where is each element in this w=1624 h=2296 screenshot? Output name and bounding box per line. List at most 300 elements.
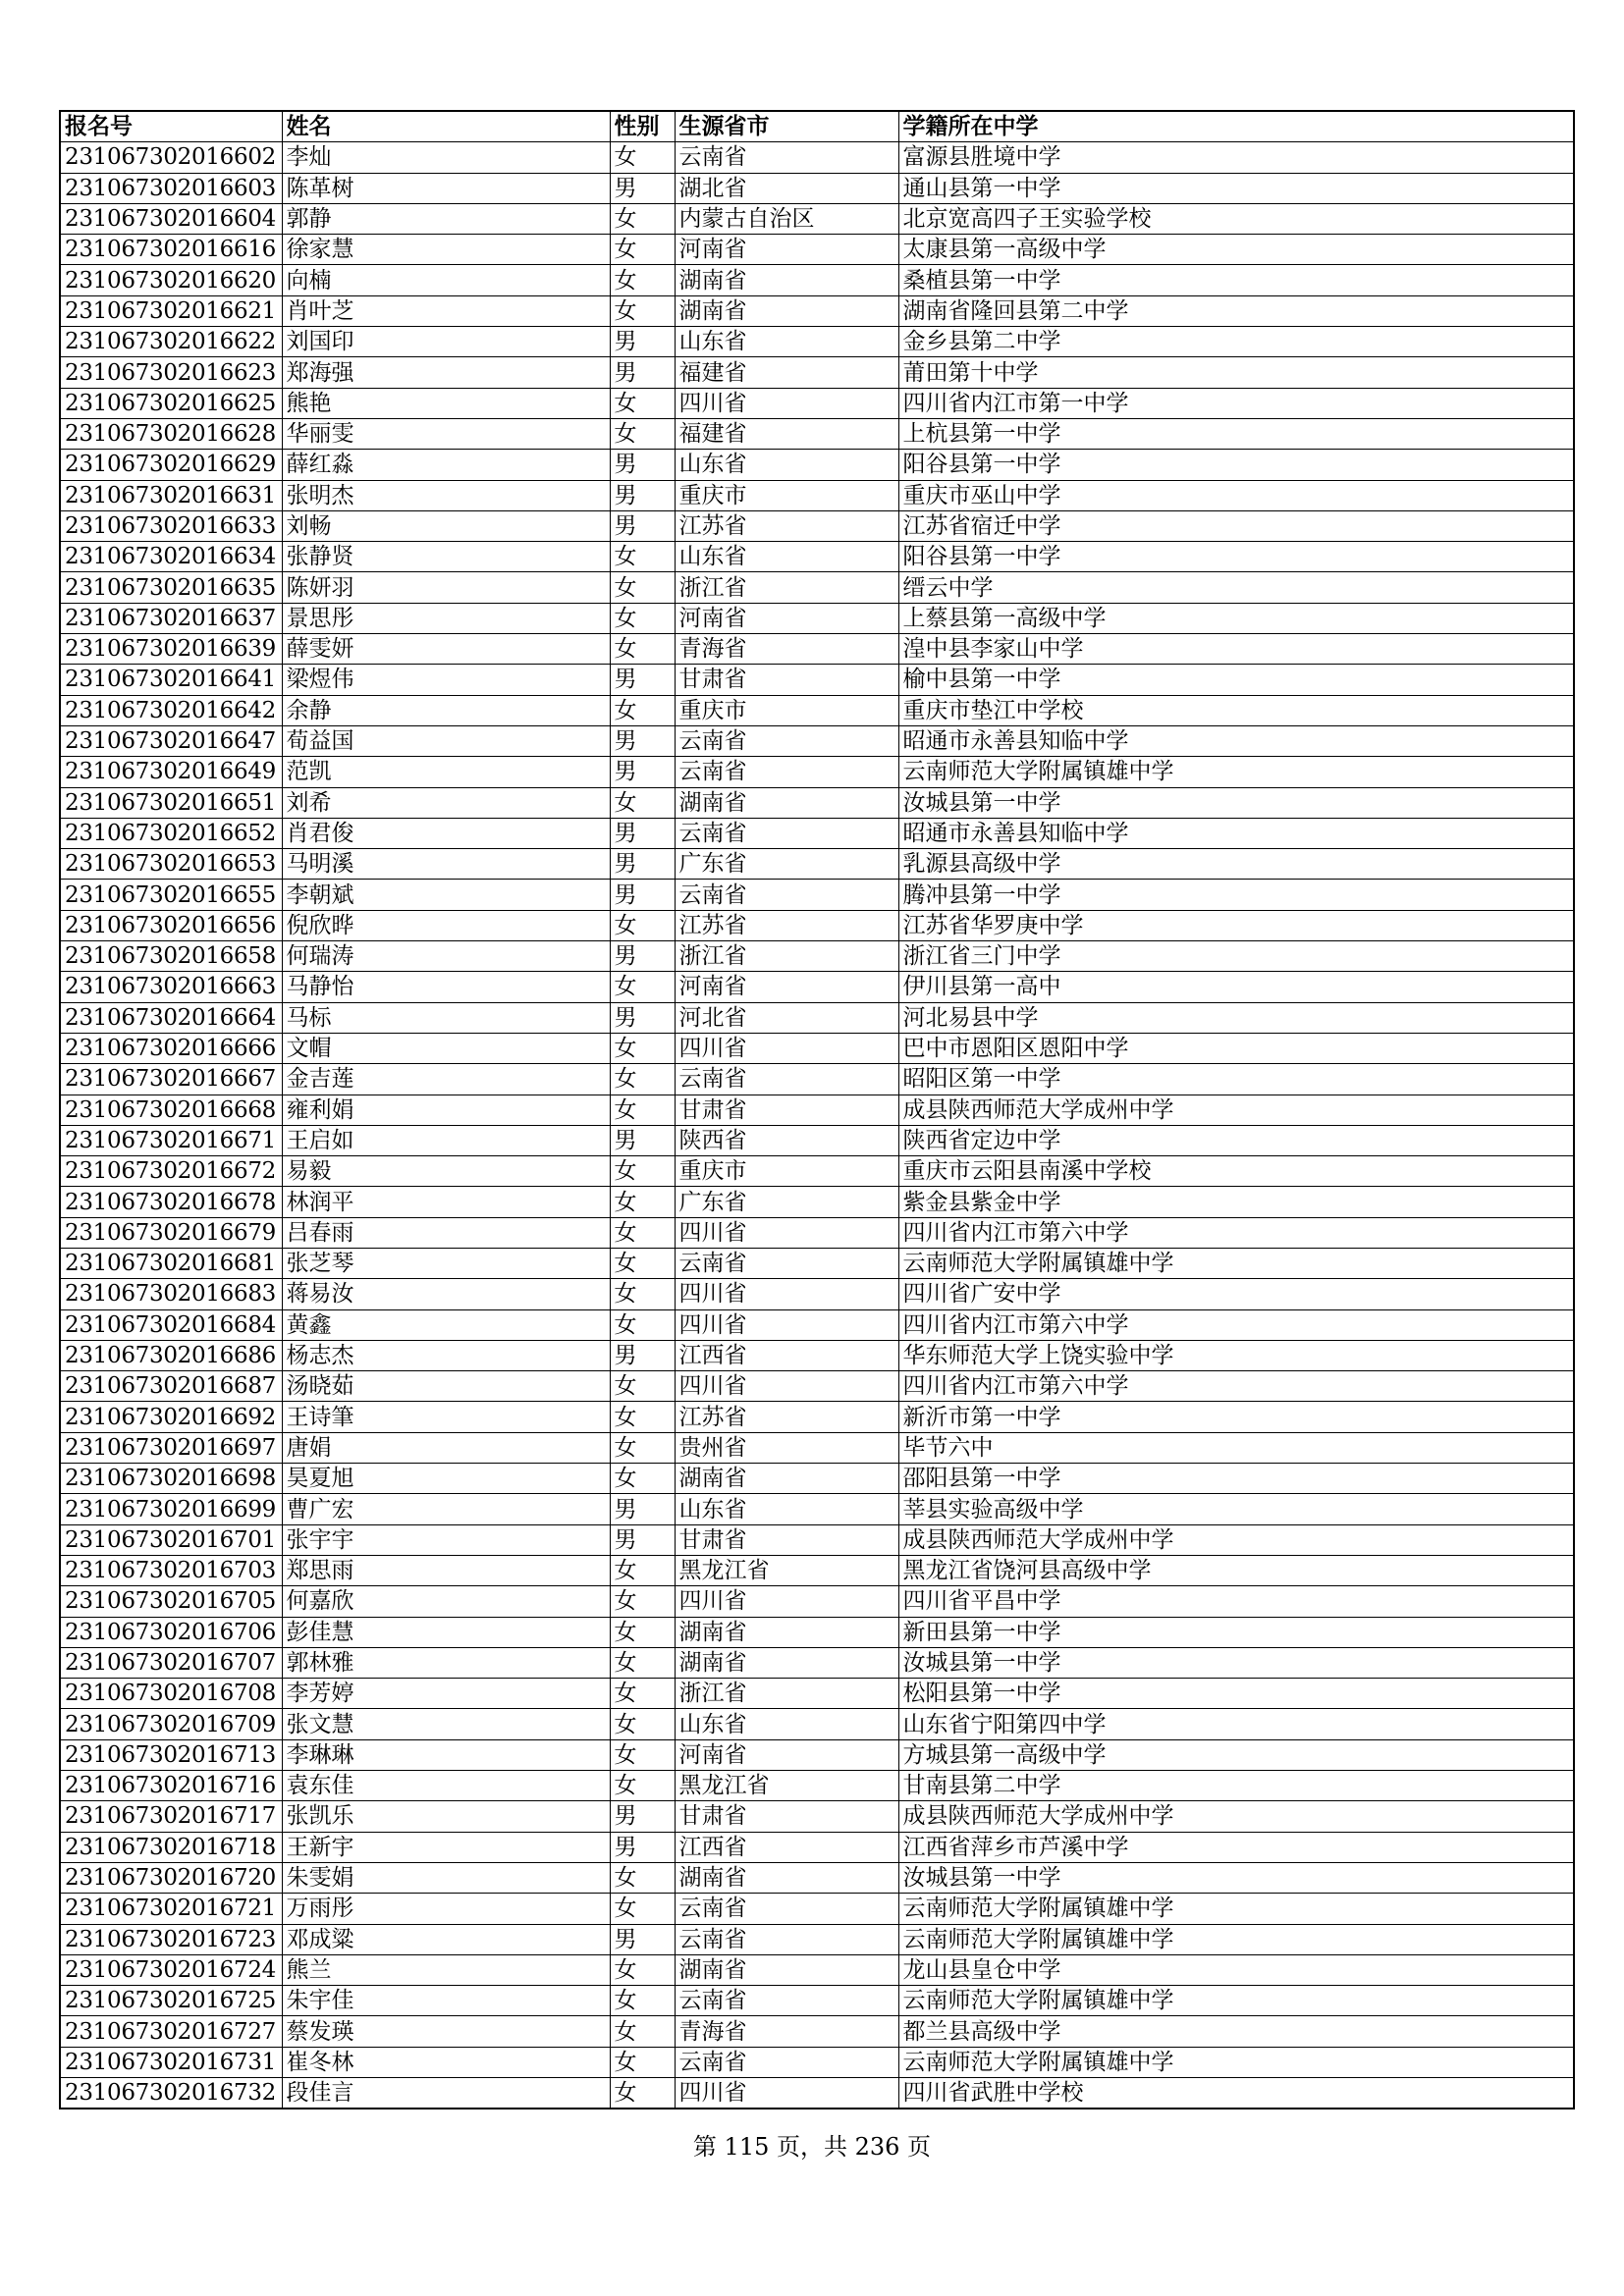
table-row (60, 665, 1574, 695)
registration-number-cell: 231067302016717 (60, 1801, 282, 1832)
table-row (60, 1371, 1574, 1402)
school-cell: 重庆市垫江中学校 (898, 695, 1574, 725)
table-row (60, 910, 1574, 940)
gender-cell: 男 (610, 1340, 675, 1370)
province-cell: 青海省 (675, 2016, 898, 2047)
province-cell: 湖南省 (675, 1862, 898, 1893)
name-cell: 华丽雯 (282, 418, 610, 449)
gender-cell: 女 (610, 1217, 675, 1248)
table-row (60, 1002, 1574, 1033)
gender-cell: 女 (610, 2047, 675, 2077)
registration-number-cell: 231067302016622 (60, 327, 282, 357)
table-row (60, 1739, 1574, 1770)
name-cell: 彭佳慧 (282, 1617, 610, 1647)
registration-number-cell: 231067302016705 (60, 1586, 282, 1617)
name-cell: 张凯乐 (282, 1801, 610, 1832)
province-cell: 重庆市 (675, 695, 898, 725)
registration-number-cell: 231067302016672 (60, 1156, 282, 1187)
gender-cell: 女 (610, 1862, 675, 1893)
table-row (60, 1894, 1574, 1924)
gender-cell: 女 (610, 542, 675, 572)
school-cell: 云南师范大学附属镇雄中学 (898, 2047, 1574, 2077)
school-cell: 云南师范大学附属镇雄中学 (898, 1924, 1574, 1954)
province-cell: 云南省 (675, 1894, 898, 1924)
gender-cell: 男 (610, 880, 675, 910)
school-cell: 缙云中学 (898, 572, 1574, 603)
registration-number-cell: 231067302016703 (60, 1555, 282, 1585)
registration-number-cell: 231067302016718 (60, 1832, 282, 1862)
gender-cell: 男 (610, 173, 675, 203)
name-cell: 邓成粱 (282, 1924, 610, 1954)
registration-number-cell: 231067302016667 (60, 1064, 282, 1095)
school-cell: 成县陕西师范大学成州中学 (898, 1524, 1574, 1555)
registration-number-cell: 231067302016652 (60, 818, 282, 848)
province-cell: 四川省 (675, 1217, 898, 1248)
province-cell: 河南省 (675, 235, 898, 265)
province-cell: 浙江省 (675, 941, 898, 972)
name-cell: 金吉莲 (282, 1064, 610, 1095)
gender-cell: 男 (610, 1832, 675, 1862)
registration-number-cell: 231067302016637 (60, 603, 282, 633)
school-cell: 重庆市巫山中学 (898, 480, 1574, 510)
registration-number-cell: 231067302016679 (60, 1217, 282, 1248)
school-cell: 阳谷县第一中学 (898, 542, 1574, 572)
school-cell: 云南师范大学附属镇雄中学 (898, 1986, 1574, 2016)
school-cell: 紫金县紫金中学 (898, 1187, 1574, 1217)
province-cell: 陕西省 (675, 1125, 898, 1155)
table-row (60, 1494, 1574, 1524)
province-cell: 四川省 (675, 1279, 898, 1309)
page-footer: 第 115 页，共 236 页 (692, 2133, 932, 2161)
province-cell: 广东省 (675, 1187, 898, 1217)
name-cell: 袁东佳 (282, 1771, 610, 1801)
table-row (60, 572, 1574, 603)
name-cell: 何瑞涛 (282, 941, 610, 972)
province-cell: 重庆市 (675, 1156, 898, 1187)
school-cell: 四川省内江市第一中学 (898, 388, 1574, 418)
gender-cell: 女 (610, 1156, 675, 1187)
school-cell: 江西省萍乡市芦溪中学 (898, 1832, 1574, 1862)
school-cell: 云南师范大学附属镇雄中学 (898, 757, 1574, 787)
table-row (60, 1464, 1574, 1494)
registration-number-cell: 231067302016602 (60, 142, 282, 173)
registration-number-cell: 231067302016683 (60, 1279, 282, 1309)
table-row (60, 818, 1574, 848)
province-cell: 云南省 (675, 1924, 898, 1954)
registration-number-cell: 231067302016697 (60, 1432, 282, 1463)
table-row (60, 880, 1574, 910)
gender-cell: 女 (610, 142, 675, 173)
gender-cell: 女 (610, 1771, 675, 1801)
table-row (60, 1617, 1574, 1647)
province-cell: 江苏省 (675, 510, 898, 541)
province-cell: 江苏省 (675, 1402, 898, 1432)
registration-number-cell: 231067302016671 (60, 1125, 282, 1155)
name-cell: 易毅 (282, 1156, 610, 1187)
name-cell: 陈革树 (282, 173, 610, 203)
table-row (60, 1340, 1574, 1370)
table-row (60, 480, 1574, 510)
registration-number-cell: 231067302016642 (60, 695, 282, 725)
name-cell: 薛红淼 (282, 450, 610, 480)
school-cell: 重庆市云阳县南溪中学校 (898, 1156, 1574, 1187)
province-cell: 河北省 (675, 1002, 898, 1033)
name-cell: 朱宇佳 (282, 1986, 610, 2016)
name-cell: 徐家慧 (282, 235, 610, 265)
name-cell: 黄鑫 (282, 1309, 610, 1340)
registration-number-cell: 231067302016701 (60, 1524, 282, 1555)
province-cell: 山东省 (675, 542, 898, 572)
table-row (60, 265, 1574, 295)
gender-cell: 男 (610, 849, 675, 880)
province-cell: 云南省 (675, 2047, 898, 2077)
name-cell: 荀益国 (282, 725, 610, 756)
school-cell: 方城县第一高级中学 (898, 1739, 1574, 1770)
school-cell: 昭阳区第一中学 (898, 1064, 1574, 1095)
name-cell: 李芳婷 (282, 1679, 610, 1709)
school-cell: 毕节六中 (898, 1432, 1574, 1463)
province-cell: 内蒙古自治区 (675, 203, 898, 234)
registration-number-cell: 231067302016727 (60, 2016, 282, 2047)
gender-cell: 女 (610, 1679, 675, 1709)
gender-cell: 男 (610, 757, 675, 787)
gender-cell: 女 (610, 787, 675, 818)
registration-number-cell: 231067302016655 (60, 880, 282, 910)
name-cell: 刘国印 (282, 327, 610, 357)
school-cell: 新田县第一中学 (898, 1617, 1574, 1647)
registration-number-cell: 231067302016709 (60, 1709, 282, 1739)
table-row (60, 1862, 1574, 1893)
registration-number-cell: 231067302016708 (60, 1679, 282, 1709)
registration-number-cell: 231067302016668 (60, 1095, 282, 1125)
table-row (60, 1217, 1574, 1248)
registration-number-cell: 231067302016621 (60, 295, 282, 326)
province-cell: 湖南省 (675, 1464, 898, 1494)
registration-number-cell: 231067302016684 (60, 1309, 282, 1340)
table-row (60, 2047, 1574, 2077)
registration-number-cell: 231067302016731 (60, 2047, 282, 2077)
school-cell: 汝城县第一中学 (898, 1862, 1574, 1893)
registration-number-cell: 231067302016603 (60, 173, 282, 203)
gender-cell: 女 (610, 1309, 675, 1340)
registration-number-cell: 231067302016651 (60, 787, 282, 818)
registration-number-cell: 231067302016713 (60, 1739, 282, 1770)
name-cell: 余静 (282, 695, 610, 725)
gender-cell: 女 (610, 1402, 675, 1432)
header-name: 姓名 (282, 111, 610, 142)
registration-number-cell: 231067302016723 (60, 1924, 282, 1954)
province-cell: 四川省 (675, 1309, 898, 1340)
province-cell: 贵州省 (675, 1432, 898, 1463)
name-cell: 张静贤 (282, 542, 610, 572)
school-cell: 昭通市永善县知临中学 (898, 725, 1574, 756)
table-row (60, 1402, 1574, 1432)
gender-cell: 男 (610, 1494, 675, 1524)
school-cell: 莆田第十中学 (898, 357, 1574, 388)
name-cell: 向楠 (282, 265, 610, 295)
registration-number-cell: 231067302016686 (60, 1340, 282, 1370)
admission-table (59, 110, 1575, 2109)
gender-cell: 女 (610, 572, 675, 603)
table-row (60, 1647, 1574, 1678)
registration-number-cell: 231067302016663 (60, 972, 282, 1002)
school-cell: 金乡县第二中学 (898, 327, 1574, 357)
school-cell: 陕西省定边中学 (898, 1125, 1574, 1155)
table-row (60, 542, 1574, 572)
name-cell: 范凯 (282, 757, 610, 787)
school-cell: 新沂市第一中学 (898, 1402, 1574, 1432)
name-cell: 张明杰 (282, 480, 610, 510)
school-cell: 汝城县第一中学 (898, 1647, 1574, 1678)
registration-number-cell: 231067302016658 (60, 941, 282, 972)
name-cell: 王启如 (282, 1125, 610, 1155)
registration-number-cell: 231067302016687 (60, 1371, 282, 1402)
gender-cell: 女 (610, 1739, 675, 1770)
province-cell: 黑龙江省 (675, 1555, 898, 1585)
registration-number-cell: 231067302016721 (60, 1894, 282, 1924)
table-row (60, 1033, 1574, 1063)
registration-number-cell: 231067302016604 (60, 203, 282, 234)
gender-cell: 女 (610, 1555, 675, 1585)
school-cell: 富源县胜境中学 (898, 142, 1574, 173)
school-cell: 乳源县高级中学 (898, 849, 1574, 880)
table-row (60, 1954, 1574, 1985)
registration-number-cell: 231067302016707 (60, 1647, 282, 1678)
table-row (60, 603, 1574, 633)
province-cell: 湖南省 (675, 787, 898, 818)
registration-number-cell: 231067302016678 (60, 1187, 282, 1217)
gender-cell: 女 (610, 1586, 675, 1617)
school-cell: 河北易县中学 (898, 1002, 1574, 1033)
registration-number-cell: 231067302016631 (60, 480, 282, 510)
table-row (60, 1709, 1574, 1739)
school-cell: 江苏省宿迁中学 (898, 510, 1574, 541)
province-cell: 湖南省 (675, 1617, 898, 1647)
gender-cell: 男 (610, 1125, 675, 1155)
province-cell: 云南省 (675, 880, 898, 910)
province-cell: 甘肃省 (675, 1524, 898, 1555)
table-row (60, 1432, 1574, 1463)
province-cell: 黑龙江省 (675, 1771, 898, 1801)
gender-cell: 女 (610, 265, 675, 295)
province-cell: 湖南省 (675, 295, 898, 326)
school-cell: 湟中县李家山中学 (898, 634, 1574, 665)
gender-cell: 男 (610, 1924, 675, 1954)
gender-cell: 男 (610, 725, 675, 756)
gender-cell: 女 (610, 235, 675, 265)
province-cell: 重庆市 (675, 480, 898, 510)
table-row (60, 1555, 1574, 1585)
table-row (60, 1309, 1574, 1340)
province-cell: 青海省 (675, 634, 898, 665)
school-cell: 桑植县第一中学 (898, 265, 1574, 295)
name-cell: 陈妍羽 (282, 572, 610, 603)
school-cell: 甘南县第二中学 (898, 1771, 1574, 1801)
school-cell: 四川省武胜中学校 (898, 2078, 1574, 2109)
gender-cell: 男 (610, 1524, 675, 1555)
table-row (60, 972, 1574, 1002)
school-cell: 莘县实验高级中学 (898, 1494, 1574, 1524)
gender-cell: 女 (610, 295, 675, 326)
gender-cell: 女 (610, 1617, 675, 1647)
registration-number-cell: 231067302016649 (60, 757, 282, 787)
name-cell: 马明溪 (282, 849, 610, 880)
gender-cell: 女 (610, 695, 675, 725)
registration-number-cell: 231067302016698 (60, 1464, 282, 1494)
gender-cell: 女 (610, 1279, 675, 1309)
gender-cell: 女 (610, 1954, 675, 1985)
table-row (60, 941, 1574, 972)
province-cell: 浙江省 (675, 1679, 898, 1709)
gender-cell: 女 (610, 2016, 675, 2047)
province-cell: 山东省 (675, 1709, 898, 1739)
name-cell: 蒋易汝 (282, 1279, 610, 1309)
name-cell: 景思彤 (282, 603, 610, 633)
table-row (60, 1187, 1574, 1217)
province-cell: 山东省 (675, 1494, 898, 1524)
name-cell: 王诗筆 (282, 1402, 610, 1432)
name-cell: 郑思雨 (282, 1555, 610, 1585)
name-cell: 文帽 (282, 1033, 610, 1063)
name-cell: 肖君俊 (282, 818, 610, 848)
registration-number-cell: 231067302016724 (60, 1954, 282, 1985)
gender-cell: 女 (610, 1986, 675, 2016)
table-row (60, 450, 1574, 480)
province-cell: 河南省 (675, 603, 898, 633)
gender-cell: 女 (610, 1095, 675, 1125)
school-cell: 阳谷县第一中学 (898, 450, 1574, 480)
province-cell: 云南省 (675, 1986, 898, 2016)
header-row (60, 111, 1574, 142)
name-cell: 马静怡 (282, 972, 610, 1002)
gender-cell: 男 (610, 510, 675, 541)
table-row (60, 388, 1574, 418)
gender-cell: 男 (610, 357, 675, 388)
table-row (60, 1125, 1574, 1155)
name-cell: 吕春雨 (282, 1217, 610, 1248)
province-cell: 甘肃省 (675, 1095, 898, 1125)
school-cell: 腾冲县第一中学 (898, 880, 1574, 910)
table-row (60, 1156, 1574, 1187)
table-row (60, 418, 1574, 449)
gender-cell: 女 (610, 1371, 675, 1402)
table-row (60, 357, 1574, 388)
header-origin-province: 生源省市 (675, 111, 898, 142)
table-row (60, 510, 1574, 541)
gender-cell: 男 (610, 480, 675, 510)
school-cell: 浙江省三门中学 (898, 941, 1574, 972)
table-row (60, 2016, 1574, 2047)
name-cell: 张宇宇 (282, 1524, 610, 1555)
gender-cell: 女 (610, 1894, 675, 1924)
province-cell: 四川省 (675, 1586, 898, 1617)
school-cell: 都兰县高级中学 (898, 2016, 1574, 2047)
header-school: 学籍所在中学 (898, 111, 1574, 142)
name-cell: 雍利娟 (282, 1095, 610, 1125)
name-cell: 朱雯娟 (282, 1862, 610, 1893)
registration-number-cell: 231067302016732 (60, 2078, 282, 2109)
table-row (60, 173, 1574, 203)
table-row (60, 1064, 1574, 1095)
province-cell: 甘肃省 (675, 665, 898, 695)
name-cell: 万雨彤 (282, 1894, 610, 1924)
registration-number-cell: 231067302016635 (60, 572, 282, 603)
province-cell: 四川省 (675, 1371, 898, 1402)
school-cell: 邵阳县第一中学 (898, 1464, 1574, 1494)
name-cell: 昊夏旭 (282, 1464, 610, 1494)
registration-number-cell: 231067302016653 (60, 849, 282, 880)
province-cell: 浙江省 (675, 572, 898, 603)
table-row (60, 1801, 1574, 1832)
gender-cell: 男 (610, 818, 675, 848)
table-row (60, 235, 1574, 265)
school-cell: 巴中市恩阳区恩阳中学 (898, 1033, 1574, 1063)
registration-number-cell: 231067302016699 (60, 1494, 282, 1524)
province-cell: 四川省 (675, 1033, 898, 1063)
school-cell: 太康县第一高级中学 (898, 235, 1574, 265)
header-gender: 性别 (610, 111, 675, 142)
name-cell: 王新宇 (282, 1832, 610, 1862)
school-cell: 四川省内江市第六中学 (898, 1371, 1574, 1402)
name-cell: 曹广宏 (282, 1494, 610, 1524)
name-cell: 郑海强 (282, 357, 610, 388)
name-cell: 刘畅 (282, 510, 610, 541)
header-registration-number: 报名号 (60, 111, 282, 142)
province-cell: 四川省 (675, 2078, 898, 2109)
registration-number-cell: 231067302016623 (60, 357, 282, 388)
province-cell: 山东省 (675, 450, 898, 480)
registration-number-cell: 231067302016633 (60, 510, 282, 541)
registration-number-cell: 231067302016639 (60, 634, 282, 665)
province-cell: 福建省 (675, 357, 898, 388)
school-cell: 伊川县第一高中 (898, 972, 1574, 1002)
table-row (60, 1771, 1574, 1801)
table-header (60, 111, 1574, 142)
table-row (60, 1679, 1574, 1709)
name-cell: 郭静 (282, 203, 610, 234)
province-cell: 江西省 (675, 1340, 898, 1370)
name-cell: 杨志杰 (282, 1340, 610, 1370)
registration-number-cell: 231067302016656 (60, 910, 282, 940)
name-cell: 何嘉欣 (282, 1586, 610, 1617)
school-cell: 汝城县第一中学 (898, 787, 1574, 818)
gender-cell: 女 (610, 603, 675, 633)
registration-number-cell: 231067302016616 (60, 235, 282, 265)
gender-cell: 女 (610, 388, 675, 418)
gender-cell: 女 (610, 1432, 675, 1463)
school-cell: 江苏省华罗庚中学 (898, 910, 1574, 940)
name-cell: 薛雯妍 (282, 634, 610, 665)
name-cell: 汤晓茹 (282, 1371, 610, 1402)
registration-number-cell: 231067302016681 (60, 1248, 282, 1278)
province-cell: 云南省 (675, 1248, 898, 1278)
gender-cell: 女 (610, 1187, 675, 1217)
school-cell: 昭通市永善县知临中学 (898, 818, 1574, 848)
school-cell: 四川省平昌中学 (898, 1586, 1574, 1617)
table-row (60, 1095, 1574, 1125)
school-cell: 北京宽高四子王实验学校 (898, 203, 1574, 234)
province-cell: 福建省 (675, 418, 898, 449)
gender-cell: 女 (610, 634, 675, 665)
school-cell: 黑龙江省饶河县高级中学 (898, 1555, 1574, 1585)
gender-cell: 女 (610, 203, 675, 234)
registration-number-cell: 231067302016692 (60, 1402, 282, 1432)
table-row (60, 1832, 1574, 1862)
table-row (60, 203, 1574, 234)
registration-number-cell: 231067302016720 (60, 1862, 282, 1893)
gender-cell: 女 (610, 1033, 675, 1063)
province-cell: 河南省 (675, 1739, 898, 1770)
